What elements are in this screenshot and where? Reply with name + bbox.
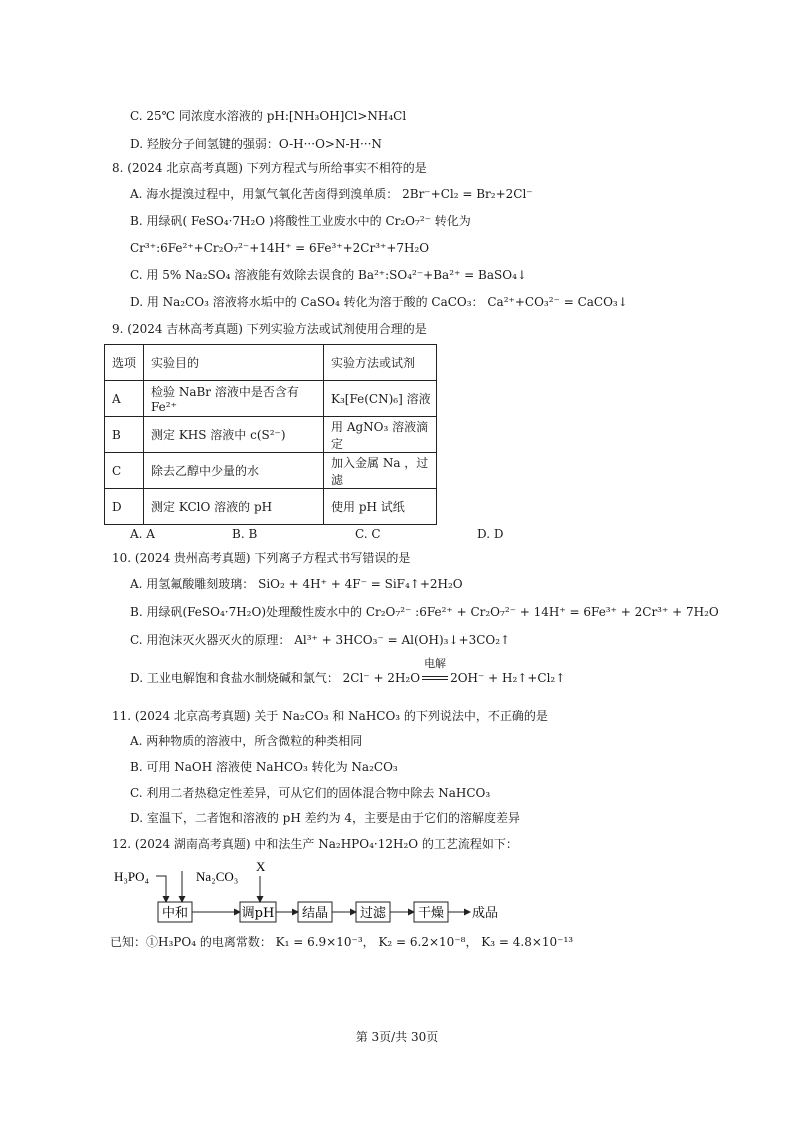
page-footer: 第 3页/共 30页 xyxy=(355,1030,439,1044)
q11-option-c: C. 利用二者热稳定性差异，可从它们的固体混合物中除去 NaHCO₃ xyxy=(130,786,491,800)
q11-option-b: B. 可用 NaOH 溶液使 NaHCO₃ 转化为 Na₂CO₃ xyxy=(130,760,398,774)
table-cell: 检验 NaBr 溶液中是否含有 Fe²⁺ xyxy=(144,381,324,417)
table-row xyxy=(105,489,437,525)
step-dry: 干燥 xyxy=(417,906,445,921)
q10-option-b: B. 用绿矾(FeSO₄·7H₂O)处理酸性废水中的 Cr₂O₇²⁻ :6Fe²⁺ + Cr₂O₇²⁻ + 14H⁺ = 6Fe³⁺ + 2Cr³⁺ + 7H₂O xyxy=(130,605,719,619)
question-12-stem: 12. (2024 湖南高考真题) 中和法生产 Na₂HPO₄·12H₂O 的工艺流程如下： xyxy=(112,837,518,851)
question-8-stem: 8. (2024 北京高考真题) 下列方程式与所给事实不相符的是 xyxy=(112,161,427,175)
electrolysis-condition: 电解 xyxy=(424,657,447,670)
q10-option-c: C. 用泡沫灭火器灭火的原理： Al³⁺ + 3HCO₃⁻ = Al(OH)₃↓+3CO₂↑ xyxy=(130,633,511,647)
q8-option-b-line1: B. 用绿矾( FeSO₄·7H₂O )将酸性工业废水中的 Cr₂O₇²⁻ 转化为 xyxy=(130,214,471,228)
q9-answer-b: B. B xyxy=(232,527,258,541)
q11-option-a: A. 两种物质的溶液中，所含微粒的种类相同 xyxy=(130,734,363,748)
input-x: X xyxy=(256,859,266,874)
table-header: 实验目的 xyxy=(144,345,324,381)
question-10-stem: 10. (2024 贵州高考真题) 下列离子方程式书写错误的是 xyxy=(112,551,411,565)
table-cell: K₃[Fe(CN)₆] 溶液 xyxy=(324,381,437,417)
q8-option-a: A. 海水提溴过程中，用氯气氧化苦卤得到溴单质： 2Br⁻+Cl₂ = Br₂+2Cl⁻ xyxy=(130,187,533,201)
arrow-h3po4 xyxy=(156,876,166,902)
table-cell: 加入金属 Na ，过滤 xyxy=(324,453,437,489)
table-header-row xyxy=(105,345,437,381)
table-row xyxy=(105,417,437,453)
table-cell: 测定 KClO 溶液的 pH xyxy=(144,489,324,525)
option-c-prev: C. 25℃ 同浓度水溶液的 pH:[NH₃OH]Cl>NH₄Cl xyxy=(130,109,407,123)
table-header: 选项 xyxy=(105,345,144,381)
table-cell: 测定 KHS 溶液中 c(S²⁻) xyxy=(144,417,324,453)
table-cell: B xyxy=(105,417,144,453)
q10-option-d xyxy=(130,657,566,686)
output-product: 成品 xyxy=(472,906,499,921)
q10-d-prefix: D. 工业电解饱和食盐水制烧碱和氯气： 2Cl⁻ + 2H₂O xyxy=(130,671,421,685)
table-header: 实验方法或试剂 xyxy=(324,345,437,381)
table-cell: D xyxy=(105,489,144,525)
question-11-stem: 11. (2024 北京高考真题) 关于 Na₂CO₃ 和 NaHCO₃ 的下列说法中，不正确的是 xyxy=(112,709,548,723)
q11-option-d: D. 室温下，二者饱和溶液的 pH 差约为 4，主要是由于它们的溶解度差异 xyxy=(130,811,521,825)
q8-option-b-line2: Cr³⁺:6Fe²⁺+Cr₂O₇²⁻+14H⁺ = 6Fe³⁺+2Cr³⁺+7H₂O xyxy=(130,241,430,255)
table-cell: A xyxy=(105,381,144,417)
step-adjust-ph: 调pH xyxy=(241,906,275,921)
question-9-stem: 9. (2024 吉林高考真题) 下列实验方法或试剂使用合理的是 xyxy=(112,322,427,336)
double-line xyxy=(422,676,448,680)
input-na2co3: Na₂CO₃ xyxy=(196,869,239,884)
q8-option-c: C. 用 5% Na₂SO₄ 溶液能有效除去误食的 Ba²⁺:SO₄²⁻+Ba²⁺ = BaSO₄↓ xyxy=(130,268,527,282)
table-cell: 用 AgNO₃ 溶液滴定 xyxy=(324,417,437,453)
q9-answer-a: A. A xyxy=(130,527,155,541)
q10-d-suffix: 2OH⁻ + H₂↑+Cl₂↑ xyxy=(450,671,566,685)
input-h3po4: H₃PO₄ xyxy=(114,869,150,884)
table-cell: C xyxy=(105,453,144,489)
q9-answer-choices xyxy=(0,526,794,542)
q9-answer-d: D. D xyxy=(477,527,504,541)
table-row xyxy=(105,453,437,489)
electrolysis-sign xyxy=(420,657,450,686)
table-row xyxy=(105,381,437,417)
step-filter: 过滤 xyxy=(359,906,387,921)
step-neutralize: 中和 xyxy=(161,906,189,921)
q9-answer-c: C. C xyxy=(355,527,381,541)
experiment-table xyxy=(104,344,437,525)
table-cell: 除去乙醇中少量的水 xyxy=(144,453,324,489)
table-cell: 使用 pH 试纸 xyxy=(324,489,437,525)
option-d-prev: D. 羟胺分子间氢键的强弱：O-H···O>N-H···N xyxy=(130,137,382,151)
process-flow-diagram xyxy=(110,858,510,928)
q8-option-d: D. 用 Na₂CO₃ 溶液将水垢中的 CaSO₄ 转化为溶于酸的 CaCO₃： Ca²⁺+CO₃²⁻ = CaCO₃↓ xyxy=(130,295,628,309)
q12-known-conditions: 已知：①H₃PO₄ 的电离常数： K₁ = 6.9×10⁻³， K₂ = 6.2×10⁻⁸， K₃ = 4.8×10⁻¹³ xyxy=(110,935,574,949)
q10-option-a: A. 用氢氟酸雕刻玻璃： SiO₂ + 4H⁺ + 4F⁻ = SiF₄↑+2H₂O xyxy=(130,577,463,591)
step-crystallize: 结晶 xyxy=(301,906,329,921)
